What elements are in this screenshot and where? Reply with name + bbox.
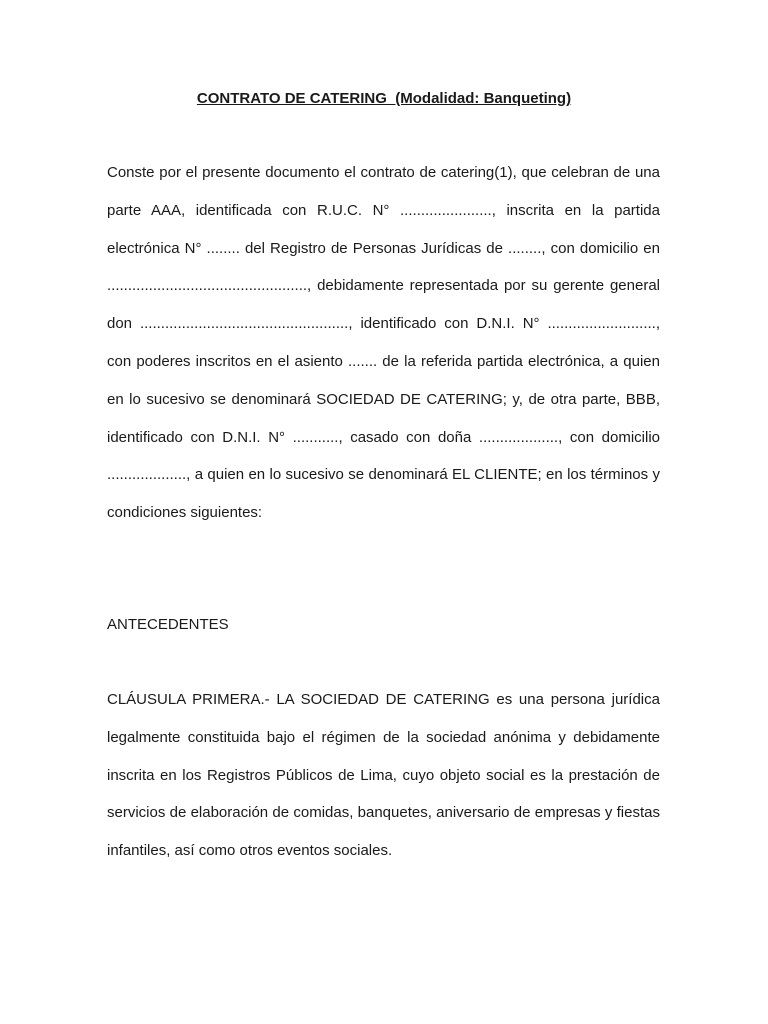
intro-paragraph: Conste por el presente documento el contrato de catering(1), que celebran de una parte AAA, identificada con R.U.C. N° ......................, inscrita en la partida electrónica N° ........ del Registro de Personas Jurídicas de ........, con domicilio en ................................................, debidamente representada por su gerente general don .................................................., identificado con D.N.I. N° .........................., con poderes inscritos en el asiento ....... de la referida partida electrónica, a quien en lo sucesivo se denominará SOCIEDAD DE CATERING; y, de otra parte, BBB, identificado con D.N.I. N° ..........., casado con doña ..................., con domicilio ..................., a quien en lo sucesivo se denominará EL CLIENTE; en los términos y condiciones siguientes: [107, 164, 660, 522]
document-title: CONTRATO DE CATERING (Modalidad: Banqueting) [196, 90, 572, 107]
section-heading-antecedentes: ANTECEDENTES [107, 616, 229, 633]
clause-first-paragraph: CLÁUSULA PRIMERA.- LA SOCIEDAD DE CATERING es una persona jurídica legalmente constituida bajo el régimen de la sociedad anónima y debidamente inscrita en los Registros Públicos de Lima, cuyo objeto social es la prestación de servicios de elaboración de comidas, banquetes, aniversario de empresas y fiestas infantiles, así como otros eventos sociales. [107, 691, 660, 860]
